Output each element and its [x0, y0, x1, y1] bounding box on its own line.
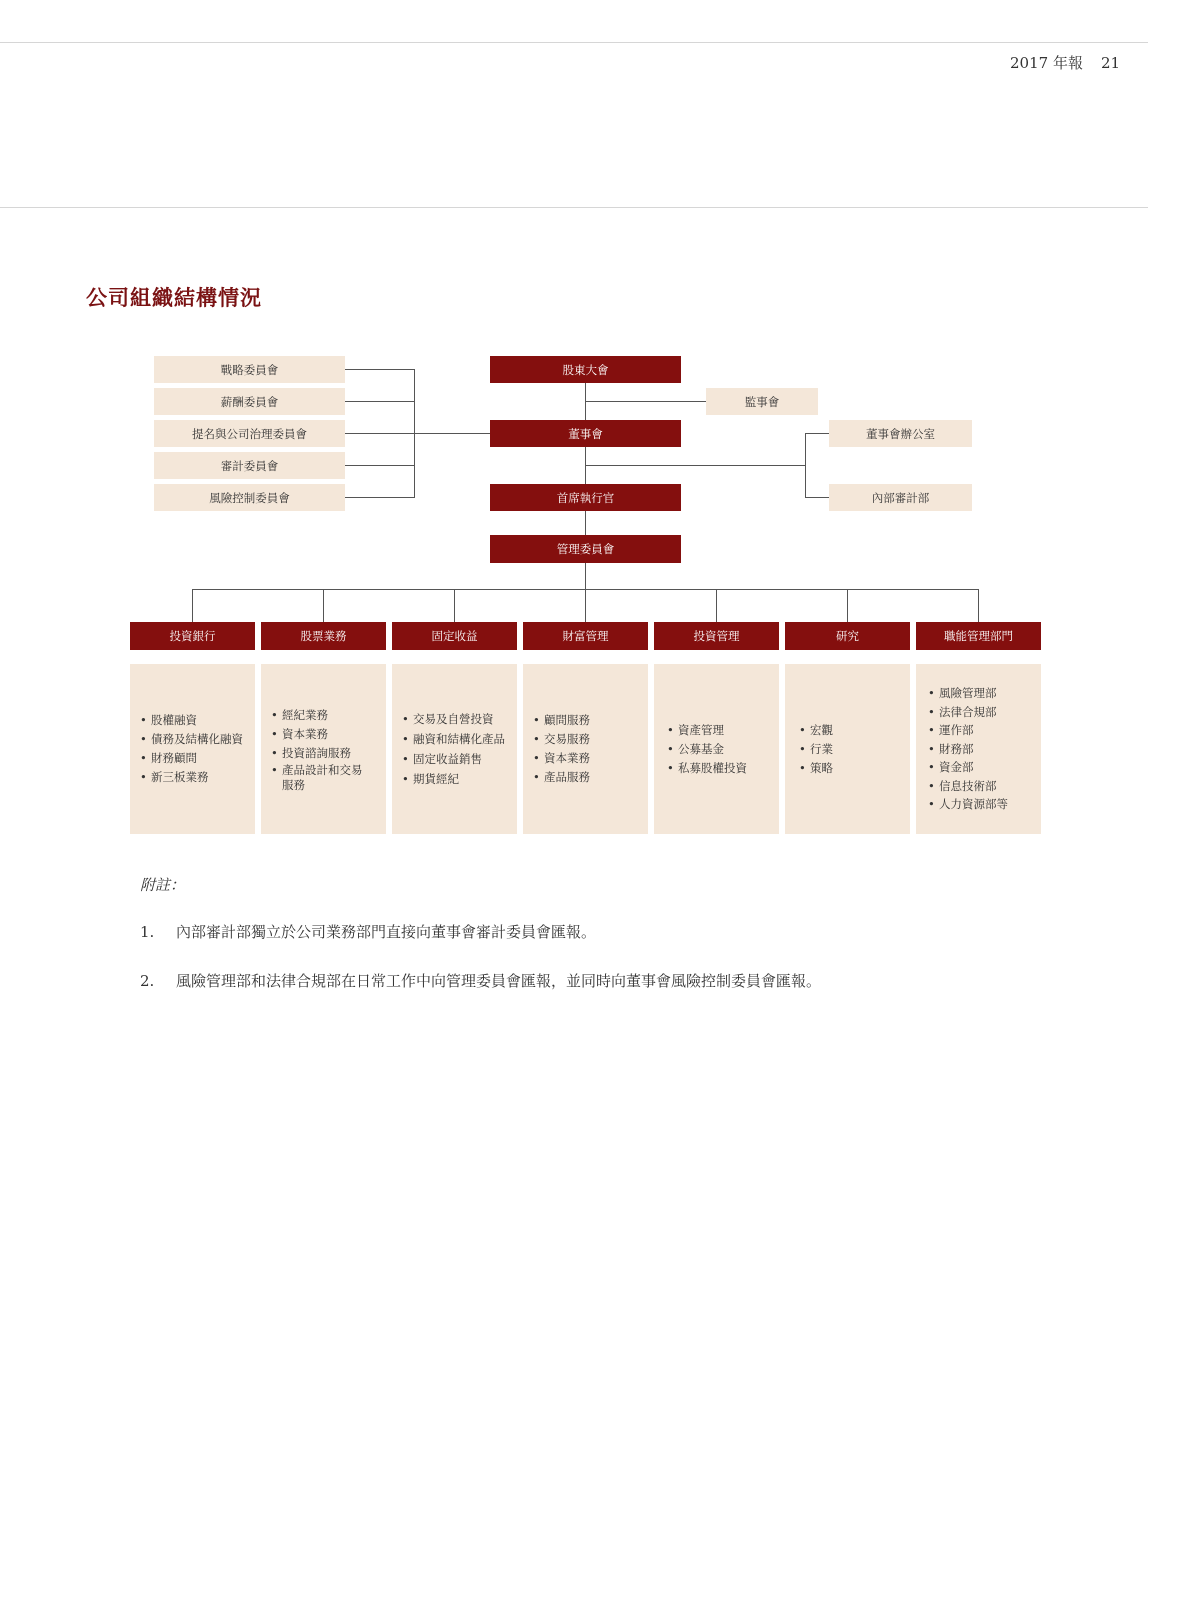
- note-1: [140, 921, 596, 942]
- dept-functional: 職能管理部門: [916, 622, 1041, 650]
- board-office-box: 董事會辦公室: [829, 420, 972, 447]
- dept-investment-management: 投資管理: [654, 622, 779, 650]
- connector: [323, 589, 324, 622]
- management-committee-box: 管理委員會: [490, 535, 681, 563]
- list-item: • 交易服務: [533, 730, 590, 749]
- list-item: • 產品服務: [533, 768, 590, 787]
- committee-strategy: 戰略委員會: [154, 356, 345, 383]
- list-item: • 股權融資: [140, 711, 243, 730]
- ceo-box: 首席執行官: [490, 484, 681, 511]
- header-rule: [0, 207, 1148, 208]
- list-item: • 固定收益銷售: [402, 749, 505, 769]
- dept-details-investment-banking: [130, 664, 255, 834]
- connector: [345, 465, 414, 466]
- section-title: 公司組織結構情況: [86, 285, 262, 310]
- internal-audit-box: 內部審計部: [829, 484, 972, 511]
- connector: [805, 497, 829, 498]
- list-item: • 法律合規部: [928, 703, 1008, 722]
- connector: [585, 563, 586, 589]
- note-number: 2.: [140, 972, 155, 990]
- connector: [585, 465, 805, 466]
- connector: [345, 497, 414, 498]
- list-item: • 新三板業務: [140, 768, 243, 787]
- list-item: • 策略: [799, 759, 833, 778]
- list-item: • 私募股權投資: [667, 759, 747, 778]
- list-item: • 融資和結構化產品: [402, 729, 505, 749]
- dept-details-functional: [916, 664, 1041, 834]
- dept-details-equities: [261, 664, 386, 834]
- supervisory-board-box: 監事會: [706, 388, 818, 415]
- list-item: • 公募基金: [667, 740, 747, 759]
- committee-audit: 審計委員會: [154, 452, 345, 479]
- dept-details-research: [785, 664, 910, 834]
- dept-wealth-management: 財富管理: [523, 622, 648, 650]
- list-item: • 風險管理部: [928, 684, 1008, 703]
- dept-details-fixed-income: [392, 664, 517, 834]
- connector: [805, 433, 829, 434]
- list-item: • 運作部: [928, 721, 1008, 740]
- dept-research: 研究: [785, 622, 910, 650]
- list-item: • 產品設計和交易服務: [271, 763, 368, 793]
- connector: [716, 589, 717, 622]
- dept-equities: 股票業務: [261, 622, 386, 650]
- list-item: • 經紀業務: [271, 706, 368, 725]
- notes-label: 附註：: [140, 876, 186, 894]
- list-item: • 投資諮詢服務: [271, 744, 368, 763]
- connector: [585, 589, 586, 622]
- note-2: [140, 970, 821, 991]
- committee-remuneration: 薪酬委員會: [154, 388, 345, 415]
- dept-investment-banking: 投資銀行: [130, 622, 255, 650]
- connector: [345, 401, 414, 402]
- connector: [345, 433, 490, 434]
- shareholders-meeting-box: 股東大會: [490, 356, 681, 383]
- list-item: • 資產管理: [667, 721, 747, 740]
- note-text: 內部審計部獨立於公司業務部門直接向董事會審計委員會匯報。: [176, 923, 597, 941]
- connector: [585, 401, 706, 402]
- list-item: • 人力資源部等: [928, 795, 1008, 814]
- page-number: 21: [1100, 54, 1121, 72]
- board-box: 董事會: [490, 420, 681, 447]
- committee-nomination: 提名與公司治理委員會: [154, 420, 345, 447]
- dept-details-wealth-management: [523, 664, 648, 834]
- list-item: • 資金部: [928, 758, 1008, 777]
- connector: [847, 589, 848, 622]
- connector: [454, 589, 455, 622]
- list-item: • 財務顧問: [140, 749, 243, 768]
- list-item: • 交易及自營投資: [402, 709, 505, 729]
- list-item: • 信息技術部: [928, 777, 1008, 796]
- page-header: [1010, 52, 1120, 73]
- note-number: 1.: [140, 923, 155, 941]
- connector: [345, 369, 414, 370]
- committee-risk-control: 風險控制委員會: [154, 484, 345, 511]
- list-item: • 債務及結構化融資: [140, 730, 243, 749]
- list-item: • 宏觀: [799, 721, 833, 740]
- connector: [192, 589, 193, 622]
- list-item: • 財務部: [928, 740, 1008, 759]
- list-item: • 資本業務: [533, 749, 590, 768]
- top-rule: [0, 42, 1148, 43]
- list-item: • 資本業務: [271, 725, 368, 744]
- report-title: 2017 年報: [1010, 54, 1083, 72]
- list-item: • 期貨經紀: [402, 769, 505, 789]
- connector: [805, 433, 806, 498]
- connector: [978, 589, 979, 622]
- dept-fixed-income: 固定收益: [392, 622, 517, 650]
- list-item: • 行業: [799, 740, 833, 759]
- note-text: 風險管理部和法律合規部在日常工作中向管理委員會匯報，並同時向董事會風險控制委員會匯報。: [176, 972, 822, 990]
- dept-details-investment-management: [654, 664, 779, 834]
- list-item: • 顧問服務: [533, 711, 590, 730]
- connector: [585, 511, 586, 535]
